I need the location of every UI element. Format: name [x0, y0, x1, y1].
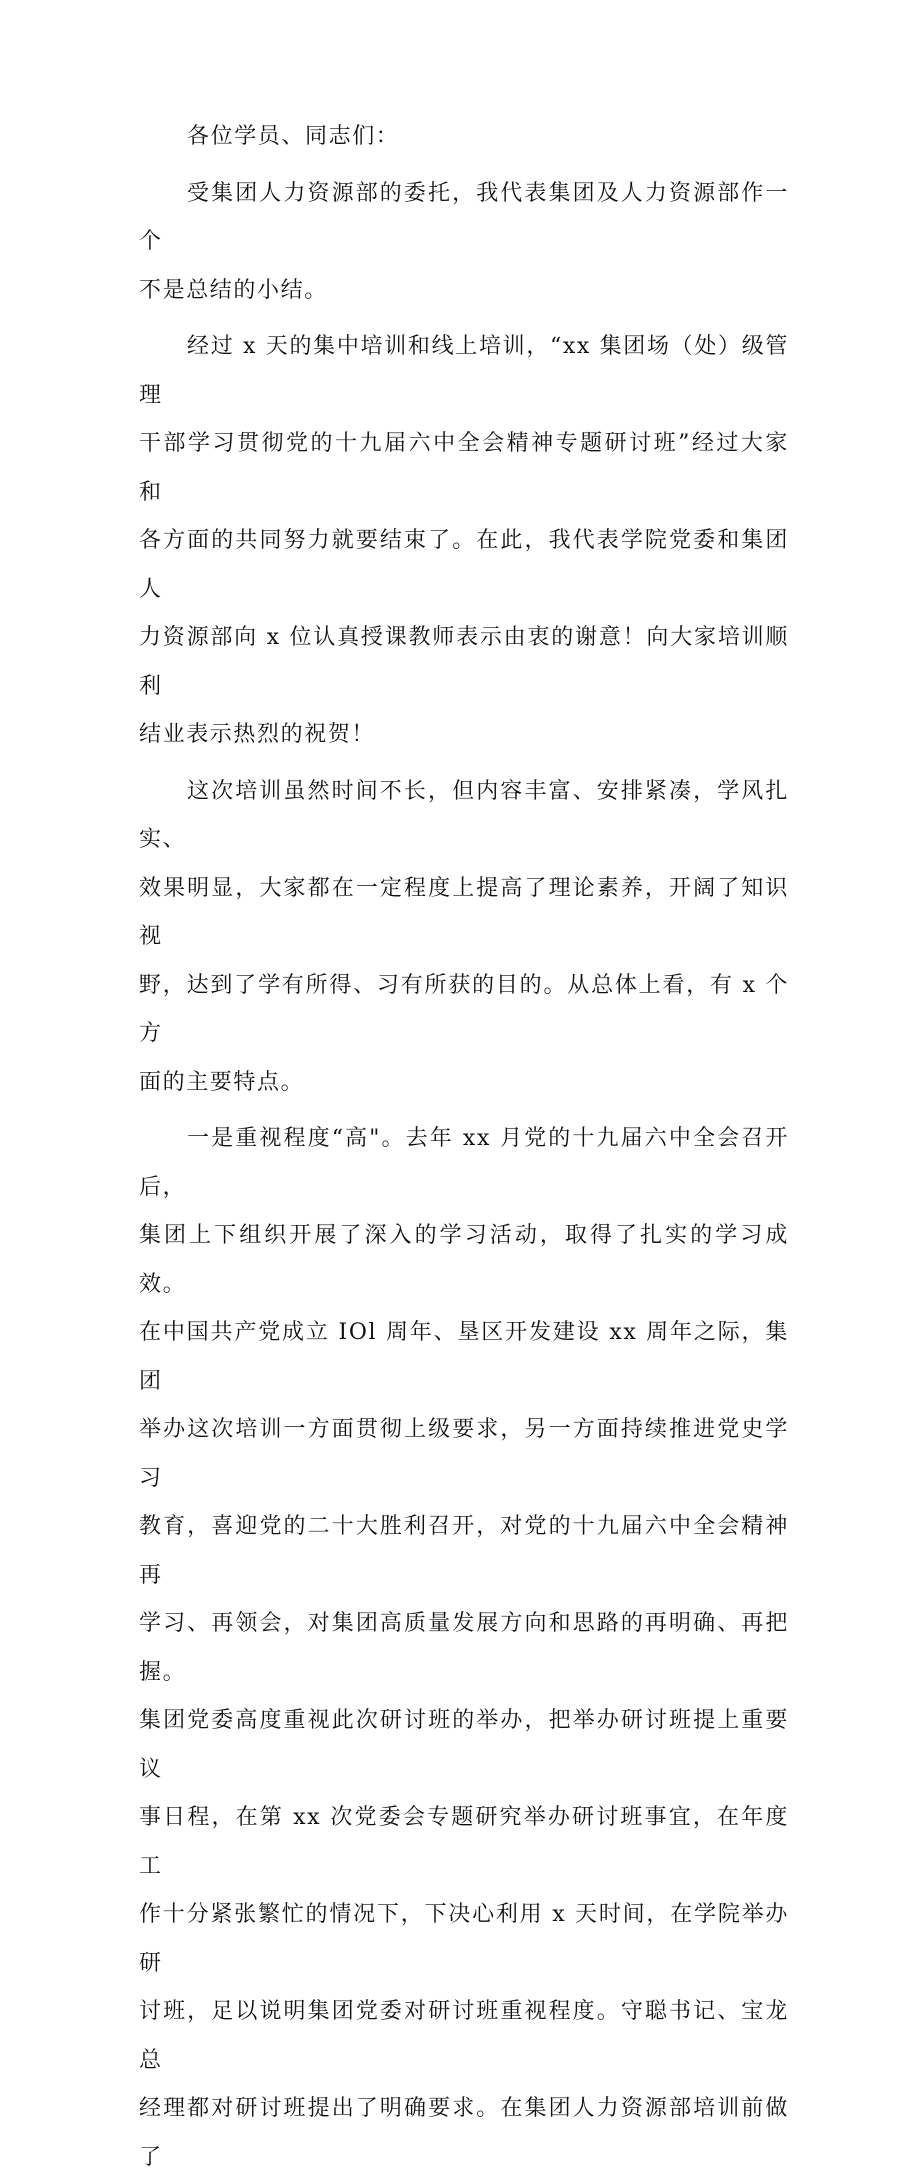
- paragraph-thanks: 经过 x 天的集中培训和线上培训，“xx 集团场（处）级管理 干部学习贯彻党的十九届六中全会精神专题研讨班”经过大家和 各方面的共同努力就要结束了。在此，我代表学院党委和集团人 力资源部向 x 位认真授课教师表示由衷的谢意！向大家培训顺利 结业表示热烈的祝贺！: [139, 334, 789, 747]
- paragraph-point-one: 一是重视程度“高"。去年 xx 月党的十九届六中全会召开后， 集团上下组织开展了深入的学习活动，取得了扎实的学习成效。 在中国共产党成立 IOl 周年、垦区开发建设 xx 周年之际，集团 举办这次培训一方面贯彻上级要求，另一方面持续推进党史学习 教育，喜迎党的二十大胜利召开，对党的十九届六中全会精神再 学习、再领会，对集团高质量发展方向和思路的再明确、再把握。 集团党委高度重视此次研讨班的举办，把举办研讨班提上重要议 事日程，在第 xx 次党委会专题研究举办研讨班事宜，在年度工 作十分紧张繁忙的情况下，下决心利用 x 天时间，在学院举办研 讨班，足以说明集团党委对研讨班重视程度。守聪书记、宝龙总 经理都对研讨班提出了明确要求。在集团人力资源部培训前做了: [139, 1126, 789, 2170]
- document-body: [139, 113, 789, 2182]
- paragraph-salutation: 各位学员、同志们：: [187, 124, 400, 149]
- paragraph-overview: 这次培训虽然时间不长，但内容丰富、安排紧凑，学风扎实、 效果明显，大家都在一定程度上提高了理论素养，开阔了知识视 野，达到了学有所得、习有所获的目的。从总体上看，有 x 个方 面的主要特点。: [139, 778, 789, 1095]
- paragraph-intro: 受集团人力资源部的委托，我代表集团及人力资源部作一个 不是总结的小结。: [139, 180, 789, 303]
